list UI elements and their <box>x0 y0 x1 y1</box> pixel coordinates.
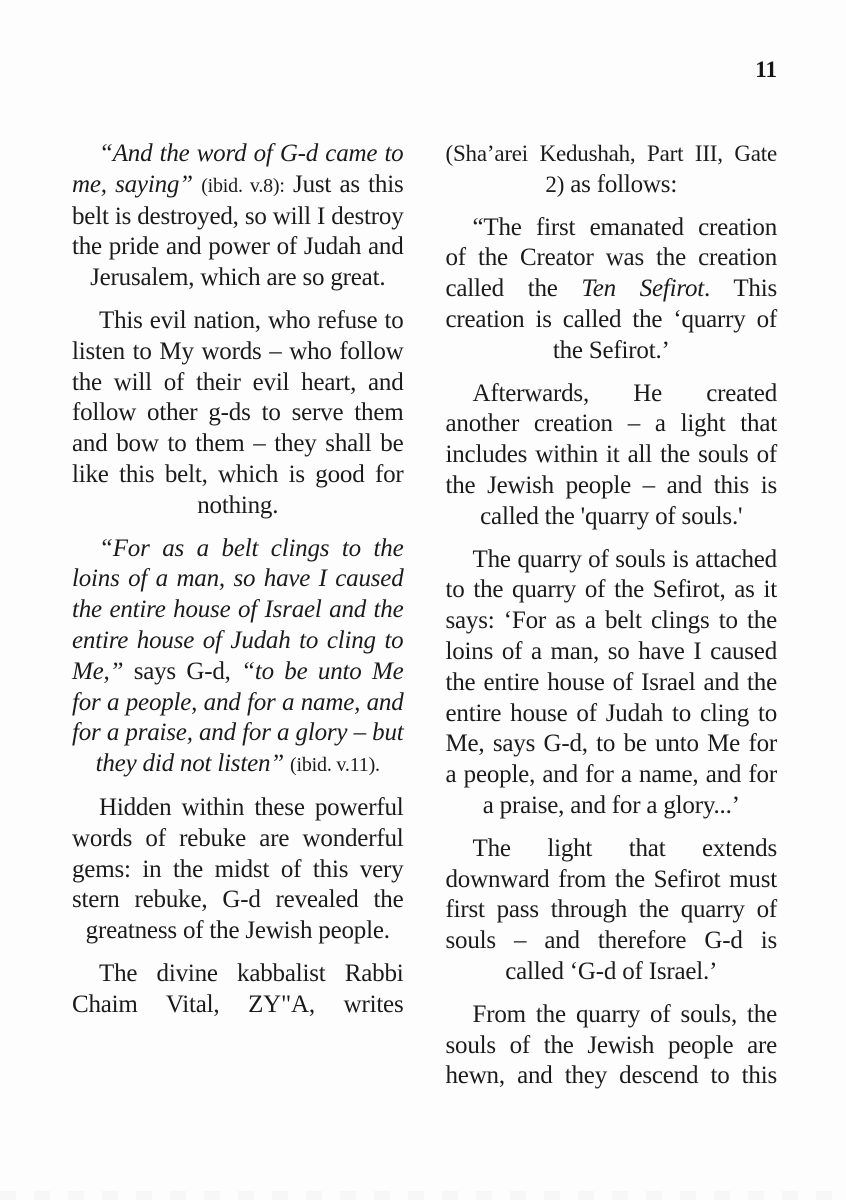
paragraph <box>72 139 404 294</box>
scan-noise-texture <box>0 1191 846 1200</box>
paragraph <box>72 534 404 781</box>
left-column <box>72 139 404 1104</box>
text-segment: Hidden within these powerful words of rebuke are wonderful gems: in the midst of this very stern rebuke, G-d revealed the greatness of the Jewish people. <box>72 793 404 945</box>
paragraph <box>72 306 404 522</box>
paragraph <box>446 379 778 533</box>
paragraph <box>72 793 404 947</box>
text-segment: Afterwards, He created another creation – a light that includes within it all the souls of the Jewish people – and this is called the 'quarry of souls.' <box>445 379 777 530</box>
text-segment: From the quarry of souls, the souls of the Jewish people are hewn, and they descend to this <box>445 1000 777 1090</box>
text-segment: as follows: <box>564 170 678 198</box>
text-segment: This evil nation, who refuse to listen to My words – who follow the will of their evil heart, and follow other g-ds to serve them and bow to them – they shall be like this belt, which is good for nothing. <box>72 306 404 519</box>
right-column <box>446 139 778 1104</box>
paragraph <box>446 834 778 988</box>
text-segment: says G-d, <box>123 657 242 685</box>
text-segment: (ibid. v.11). <box>290 754 380 777</box>
page-number: 11 <box>755 57 777 82</box>
text-segment: Ten Sefirot <box>581 275 705 303</box>
paragraph <box>446 545 778 822</box>
text-segment: “For as a belt clings to the loins of a man, so have I caused the entire house of Israel and the entire house of Judah to cling to Me,” <box>72 534 404 685</box>
paragraph <box>446 213 778 367</box>
text-segment: . This creation is called the ‘quarry of the Sefirot.’ <box>445 275 777 364</box>
text-segment: Just as this belt is destroyed, so will I destroy the pride and power of Judah and Jerusalem, which are so great. <box>72 170 404 292</box>
paragraph <box>446 1000 778 1092</box>
text-segment: “The first emanated creation of the Creator was the creation called the <box>445 213 777 303</box>
text-segment: The quarry of souls is attached to the quarry of the Sefirot, as it says: ‘For as a belt clings to the loins of a man, so have I caused the entire house of Israel and the entire house of Judah to cling to Me, says G-d, to be unto Me for a people, and for a name, and for a praise, and for a glory...’ <box>445 545 777 819</box>
text-segment: (ibid. v.8): <box>201 174 285 197</box>
text-segment: “to be unto Me for a people, and for a name, and for a praise, and for a glory – but they did not listen” <box>72 657 404 778</box>
paragraph <box>446 139 778 201</box>
paragraph <box>72 959 404 1021</box>
text-segment: The divine kabbalist Rabbi Chaim Vital, ZY"A, writes <box>72 959 404 1018</box>
text-segment: “And the word of G-d came to me, saying” <box>72 140 404 198</box>
text-columns <box>72 139 777 1104</box>
text-segment: The light that extends downward from the Sefirot must first pass through the quarry of souls – and therefore G-d is called ‘G-d of Israel.’ <box>445 834 777 985</box>
text-segment: (Sha’arei Kedushah, Part III, Gate 2) <box>445 141 777 197</box>
